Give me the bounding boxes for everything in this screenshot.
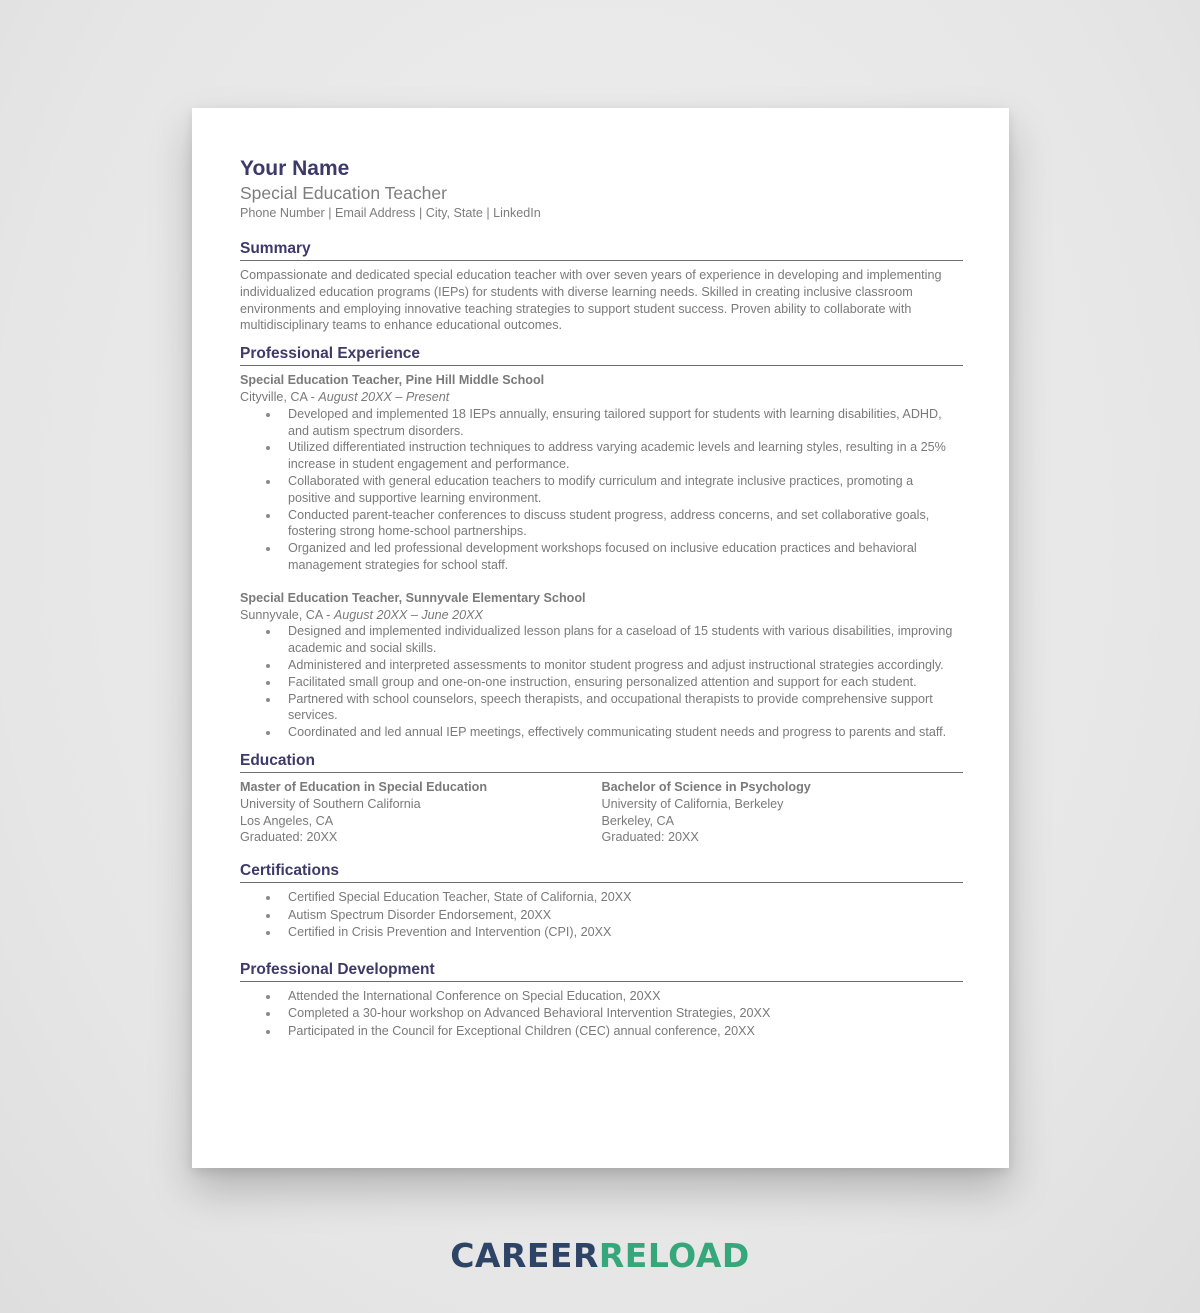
list-item: Partnered with school counselors, speech therapists, and occupational therapists to provide comprehensive support services. — [288, 691, 963, 725]
education-entry — [240, 779, 602, 846]
list-item: Autism Spectrum Disorder Endorsement, 20XX — [288, 907, 963, 925]
job-title: Special Education Teacher, Pine Hill Middle School — [240, 373, 545, 388]
job-meta — [240, 389, 963, 406]
graduation: Graduated: 20XX — [601, 830, 699, 845]
careerreload-logo — [0, 1236, 1200, 1276]
certifications-list — [240, 889, 963, 942]
contact-line: Phone Number | Email Address | City, State | LinkedIn — [240, 206, 541, 220]
candidate-name: Your Name — [240, 157, 350, 180]
school-location: Berkeley, CA — [601, 813, 675, 828]
school: University of California, Berkeley — [601, 796, 784, 811]
list-item: Organized and led professional development workshops focused on inclusive education practices and behavioral management strategies for school staff. — [288, 540, 963, 574]
experience-heading: Professional Experience — [240, 344, 963, 366]
education-grid — [240, 779, 963, 846]
certifications-heading: Certifications — [240, 861, 963, 883]
job-entry-1 — [240, 372, 963, 574]
resume-content — [240, 156, 963, 1041]
education-entry — [602, 779, 964, 846]
list-item: Participated in the Council for Exceptional Children (CEC) annual conference, 20XX — [288, 1023, 963, 1041]
candidate-role: Special Education Teacher — [240, 183, 447, 203]
list-item: Collaborated with general education teachers to modify curriculum and integrate inclusive practices, promoting a positive and supportive learning environment. — [288, 473, 963, 507]
list-item: Completed a 30-hour workshop on Advanced Behavioral Intervention Strategies, 20XX — [288, 1005, 963, 1023]
list-item: Attended the International Conference on Special Education, 20XX — [288, 988, 963, 1006]
job-bullets — [240, 406, 963, 574]
job-location: Cityville, CA - — [240, 389, 319, 404]
resume-page — [192, 108, 1009, 1168]
job-location: Sunnyvale, CA - — [240, 607, 334, 622]
school-location: Los Angeles, CA — [240, 813, 334, 828]
list-item: Conducted parent-teacher conferences to discuss student progress, address concerns, and set collaborative goals, fostering strong home-school partnerships. — [288, 507, 963, 541]
list-item: Coordinated and led annual IEP meetings, effectively communicating student needs and progress to parents and staff. — [288, 724, 963, 741]
graduation: Graduated: 20XX — [240, 830, 338, 845]
job-title: Special Education Teacher, Sunnyvale Elementary School — [240, 590, 586, 605]
list-item: Certified Special Education Teacher, State of California, 20XX — [288, 889, 963, 907]
job-dates: August 20XX – Present — [318, 389, 450, 404]
logo-word-reload: RELOAD — [598, 1236, 750, 1275]
development-heading: Professional Development — [240, 960, 963, 982]
summary-text: Compassionate and dedicated special education teacher with over seven years of experience in developing and implementing individualized education programs (IEPs) for students with diverse learning needs. Skilled in creating inclusive classroom environments and employing innovative teaching strategies to support student success. Proven ability to collaborate with multidisciplinary teams to enhance educational outcomes. — [240, 268, 942, 333]
education-heading: Education — [240, 751, 963, 773]
school: University of Southern California — [240, 796, 421, 811]
job-entry-2 — [240, 590, 963, 741]
logo-word-career: CAREER — [450, 1236, 599, 1275]
list-item: Developed and implemented 18 IEPs annually, ensuring tailored support for students with learning disabilities, ADHD, and autism spectrum disorders. — [288, 406, 963, 440]
list-item: Utilized differentiated instruction techniques to address varying academic levels and learning styles, resulting in a 25% increase in student engagement and performance. — [288, 439, 963, 473]
list-item: Facilitated small group and one-on-one instruction, ensuring personalized attention and support for each student. — [288, 674, 963, 691]
list-item: Certified in Crisis Prevention and Intervention (CPI), 20XX — [288, 924, 963, 942]
job-bullets — [240, 623, 963, 741]
degree: Bachelor of Science in Psychology — [601, 779, 811, 794]
summary-heading: Summary — [240, 239, 963, 261]
list-item: Administered and interpreted assessments to monitor student progress and adjust instructional strategies accordingly. — [288, 657, 963, 674]
job-meta — [240, 607, 963, 624]
degree: Master of Education in Special Education — [240, 779, 488, 794]
development-list — [240, 988, 963, 1041]
job-dates: August 20XX – June 20XX — [333, 607, 483, 622]
list-item: Designed and implemented individualized lesson plans for a caseload of 15 students with various disabilities, improving academic and social skills. — [288, 623, 963, 657]
